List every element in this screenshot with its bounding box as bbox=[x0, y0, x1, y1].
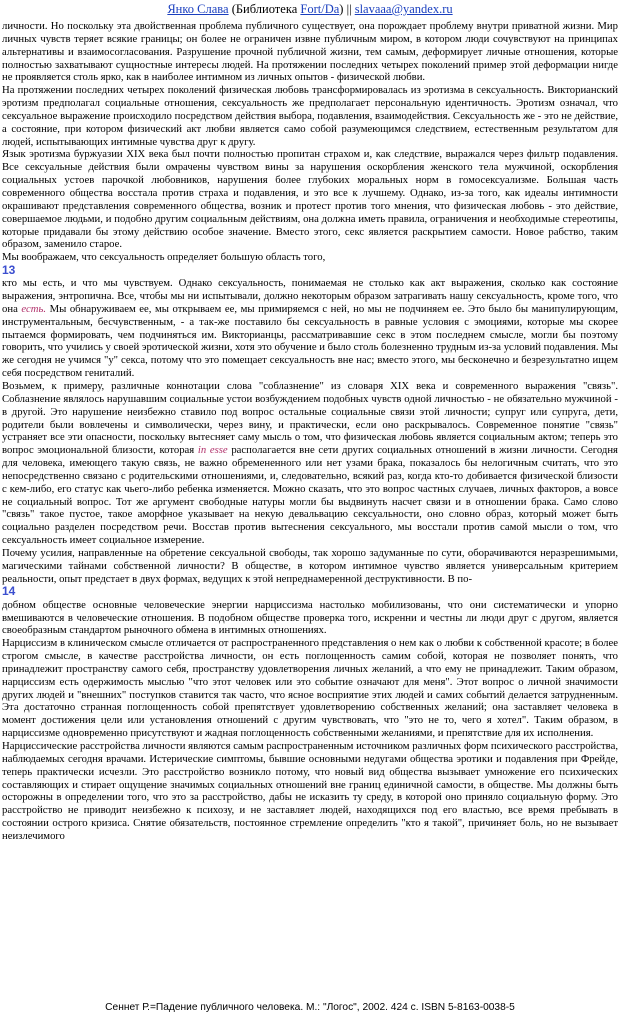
paragraph: Почему усилия, направленные на обретение сексуальной свободы, так хорошо задуманные по сути, оборачиваются неразрешимыми, магическими тайнами собственной личности? В обществе, в котором интимное чувство является универсальным критерием реальности, опыт предстает в двух формах, ведущих к этой непреднамеренной деструктивности. В по- bbox=[2, 546, 618, 585]
citation-footer: Сеннет Р.=Падение публичного человека. М.: "Логос", 2002. 424 с. ISBN 5-8163-0038-5 bbox=[105, 1002, 515, 1013]
text-run: кто мы есть, и что мы чувствуем. Однако сексуальность, понимаемая не столько как акт выражения, сколько как состояние выражения, энтропична. Все, чтобы мы ни испытывали, должно некоторым образом затрагивать нашу сексуальность, кроме того, что она bbox=[2, 277, 618, 315]
paragraph bbox=[2, 277, 618, 380]
text-run: Мы обнаруживаем ее, мы открываем ее, мы примиряемся с ней, но мы не подчиняем ее. Это было бы манипулирующим, инструментальным, бесчувственным, - а так-же поставило бы сексуальность в равные условия с эмоциями, которые мы скорее пытаемся формировать, чем подчиняться им. Викторианцы, рассматривавшие секс в этом последнем смысле, могли бы поэтому говорить, что учились у своей эротической жизни, хотя это обучение и было столь болезненно трудным из-за условий подавления. Мы же сегодня не учимся "у" секса, потому что это помещает сексуальность вне нас; вместо этого, мы бесконечно и безрезультатно ищем себя посредством гениталий. bbox=[2, 302, 618, 380]
text-run: располагается вне сети других социальных отношений в жизни личности. Сегодня для человека, имеющего такую связь, не важно обремененного или нет узами брака, показалось бы нелогичным считать, что это непосредственно связано с родительскими отношениями, и, следовательно, всякий раз, когда кто-то добивается физической близости с кем-либо, его статус как чьего-либо ребенка изменяется. Можно сказать, что это вопрос частных случаев, личных факторов, а вовсе не социальный вопрос. Тот же аргумент свободные натуры могли бы выдвинуть насчет связи и в отношении брака. Само слово "связь" такое пустое, такое аморфное указывает на некую девальвацию сексуальности, оно словно образ, который может быть социально разделен посредством речи. Восстав против вытеснения сексуального, мы восстали против самой мысли о том, что сексуальность имеет социальное измерение. bbox=[2, 444, 618, 547]
text-run: Возьмем, к примеру, различные коннотации слова "соблазнение" из словаря XIX века и современного выражения "связь". Соблазнение являлось нарушавшим социальные устои возбуждением подобных чувств одной личностью - не обязательно мужчиной - в другой. Это нарушение неизбежно ставило под вопрос остальные социальные связи этой личности; супруг или супруга, дети, родители были вовлечены и символически, через вину, и практически, если оно раскрывалось. Современное понятие "связь" устраняет все эти опасности, поскольку вытесняет саму мысль о том, что физическая любовь является социальным актом; теперь это вопрос эмоциональной близости, которая bbox=[2, 379, 618, 457]
paragraph bbox=[2, 380, 618, 547]
emphasis-text: есть. bbox=[21, 302, 46, 315]
main-text bbox=[2, 20, 618, 982]
library-prefix: (Библиотека bbox=[228, 2, 301, 16]
page-number-14: 14 bbox=[2, 584, 16, 599]
library-suffix: ) || bbox=[339, 2, 355, 16]
email-link[interactable]: slavaaa@yandex.ru bbox=[354, 2, 453, 16]
paragraph: добном обществе основные человеческие энергии нарциссизма настолько мобилизованы, что они систематически и упорно вмешиваются в человеческие отношения. В подобном обществе проверка того, искренни и честны ли люди друг с другом, является своеобразным стандартом рыночного обмена в интимных отношениях. bbox=[2, 598, 618, 637]
paragraph: Нарциссизм в клиническом смысле отличается от распространенного представления о нем как о любви к собственной красоте; в более строгом смысле, в качестве расстройства личности, он есть поглощенность самим собой, которая не позволяет понять, что принадлежит пространству самого себя, пространству удовлетворения личных желаний, а что ему не принадлежит. Таким образом, нарциссизм есть одержимость мыслью "что этот человек или это событие означают для меня". Этот вопрос о личной значимости других людей и "внешних" поступков ставится так часто, что ясное восприятие этих людей и самих событий делается затрудненным. Эта достаточно странная поглощенность собой препятствует удовлетворению собственных желаний; она заставляет человека в момент достижения цели или установления отношений с другим чувствовать, что "это не то, чего я хотел". Таким образом, в нарциссизме одновременно присутствуют и жадная поглощенность собственными желаниями, и препятствие для их исполнения. bbox=[2, 637, 618, 740]
page-header bbox=[0, 2, 620, 16]
library-link[interactable]: Fort/Da bbox=[300, 2, 340, 16]
paragraph: Нарциссические расстройства личности являются самым распространенным источником различных форм психического расстройства, наблюдаемых сегодня врачами. Истерические симптомы, бывшие основными недугами общества эротики и подавления при Фрейде, теперь практически исчезли. Это расстройство возникло потому, что новый вид общества вызывает умножение его психических составляющих и стирает ощущение значимых социальных отношений вне границ единичной самости, в обществе. Мы должны быть осторожны в определении того, что это за расстройство, дабы не исказить ту среду, в которой оно приняло социальную форму. Это расстройство не приводит неизбежно к психозу, и не заставляет людей, находящихся под его властью, все время пребывать в состоянии острого кризиса. Снятие обязательств, постоянное стремление определить "кто я такой", причиняет боль, но не вызывает неизлечимого bbox=[2, 739, 618, 842]
page-number-13: 13 bbox=[2, 263, 16, 278]
emphasis-text: in esse bbox=[197, 444, 228, 457]
paragraph: На протяжении последних четырех поколений физическая любовь трансформировалась из эротизма в сексуальность. Викторианский эротизм предполагал социальные отношения, сексуальность же предполагает персональную идентичность. Эротизм означал, что сексуальное выражение происходило посредством действия выбора, подавления, взаимодействия. Сексуальность же - это не действие, а состояние, при котором физический акт любви является само собой разумеющимся следствием, естественным результатом для людей, испытывающих интимные чувства друг к другу. bbox=[2, 84, 618, 148]
paragraph: Язык эротизма буржуазии XIX века был почти полностью пропитан страхом и, как следствие, выражался через фильтр подавления. Все сексуальные действия были омрачены чувством вины за нарушения оскорбления женского тела мужчиной, оскорбления социальных устоев парочкой любовников, нарушения более глубоких моральных норм в гомосексуализме. Большая часть современного общества восстала против страха и подавления, и это все к лучшему. Однако, из-за того, как идеалы интимности окрашивают представления современного общества, возник и протест против того мнения, что физическая любовь - это действие, совершаемое людьми, и подобно другим социальным действиям, она должна иметь правила, ограничения и необходимые стереотипы, которые придавали бы этому действию особое значение. Вместо этого, секс является раскрытием самости. Новое рабство, таким образом, заменило старое. bbox=[2, 148, 618, 251]
paragraph: личности. Но поскольку эта двойственная проблема публичного существует, она порождает проблему внутри приватной жизни. Мир личных чувств теряет всякие границы; он более не ограничен извне публичным миром, в котором люди сочувствуют на принципах альтернативы и взаимосогласования. Разрушение прочной публичной жизни, тем самым, деформирует личные отношения, которые полностью захватывают сущностные интересы людей. На протяжении последних четырех поколений пример этой деформации нигде не проявляется столь ярко, как в наиболее интимном из личных опытов - физической любви. bbox=[2, 20, 618, 84]
author-link[interactable]: Янко Слава bbox=[167, 2, 229, 16]
paragraph: Мы воображаем, что сексуальность определяет большую область того, bbox=[2, 251, 326, 264]
